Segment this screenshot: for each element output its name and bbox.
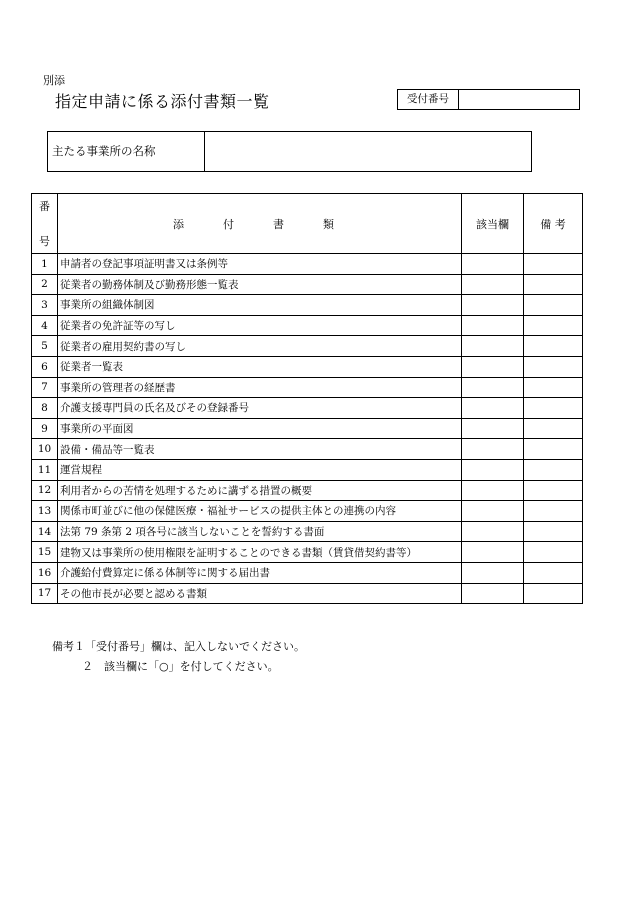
row-number: 10	[32, 439, 58, 460]
header-number-bottom: 号	[39, 235, 50, 248]
table-row	[32, 336, 583, 357]
receipt-number-field[interactable]	[459, 90, 579, 109]
annex-label: 別添	[43, 74, 65, 87]
row-applicable-cell[interactable]	[462, 336, 524, 357]
row-applicable-cell[interactable]	[462, 418, 524, 439]
header-applicable: 該当欄	[462, 194, 524, 254]
row-document: 従業者の免許証等の写し	[58, 315, 462, 336]
row-applicable-cell[interactable]	[462, 501, 524, 522]
attachment-documents-table	[31, 193, 583, 604]
office-name-box	[47, 131, 532, 172]
row-applicable-cell[interactable]	[462, 562, 524, 583]
row-remarks-cell[interactable]	[524, 562, 583, 583]
row-applicable-cell[interactable]	[462, 542, 524, 563]
row-number: 9	[32, 418, 58, 439]
row-applicable-cell[interactable]	[462, 254, 524, 275]
table-row	[32, 356, 583, 377]
page-title: 指定申請に係る添付書類一覧	[55, 92, 270, 111]
header-remarks: 備 考	[524, 194, 583, 254]
note-2: ２ 該当欄に「○」を付してください。	[82, 660, 279, 673]
row-applicable-cell[interactable]	[462, 521, 524, 542]
row-document: 従業者の勤務体制及び勤務形態一覧表	[58, 274, 462, 295]
row-remarks-cell[interactable]	[524, 274, 583, 295]
row-number: 12	[32, 480, 58, 501]
row-document: 従業者一覧表	[58, 356, 462, 377]
table-row	[32, 459, 583, 480]
row-document: 事業所の管理者の経歴書	[58, 377, 462, 398]
notes	[52, 637, 305, 677]
row-number: 13	[32, 501, 58, 522]
table-row	[32, 583, 583, 604]
row-document: 関係市町並びに他の保健医療・福祉サービスの提供主体との連携の内容	[58, 501, 462, 522]
row-applicable-cell[interactable]	[462, 295, 524, 316]
row-remarks-cell[interactable]	[524, 480, 583, 501]
table-row	[32, 377, 583, 398]
row-number: 3	[32, 295, 58, 316]
row-number: 17	[32, 583, 58, 604]
table-row	[32, 274, 583, 295]
office-name-field[interactable]	[205, 132, 531, 171]
row-number: 14	[32, 521, 58, 542]
table-row	[32, 562, 583, 583]
row-remarks-cell[interactable]	[524, 398, 583, 419]
table-row	[32, 501, 583, 522]
table-header-row	[32, 194, 583, 254]
receipt-number-label: 受付番号	[398, 90, 459, 109]
row-applicable-cell[interactable]	[462, 480, 524, 501]
row-number: 1	[32, 254, 58, 275]
row-remarks-cell[interactable]	[524, 439, 583, 460]
row-remarks-cell[interactable]	[524, 336, 583, 357]
table-row	[32, 295, 583, 316]
row-document: その他市長が必要と認める書類	[58, 583, 462, 604]
table-row	[32, 315, 583, 336]
row-applicable-cell[interactable]	[462, 377, 524, 398]
row-document: 介護給付費算定に係る体制等に関する届出書	[58, 562, 462, 583]
office-name-label: 主たる事業所の名称	[48, 132, 205, 171]
row-number: 7	[32, 377, 58, 398]
row-number: 6	[32, 356, 58, 377]
row-number: 15	[32, 542, 58, 563]
header-number-top: 番	[39, 200, 50, 213]
row-document: 設備・備品等一覧表	[58, 439, 462, 460]
row-remarks-cell[interactable]	[524, 356, 583, 377]
row-document: 従業者の雇用契約書の写し	[58, 336, 462, 357]
row-remarks-cell[interactable]	[524, 501, 583, 522]
row-number: 16	[32, 562, 58, 583]
receipt-number-box	[397, 89, 580, 110]
table-body	[32, 254, 583, 604]
row-remarks-cell[interactable]	[524, 583, 583, 604]
row-remarks-cell[interactable]	[524, 418, 583, 439]
table-row	[32, 439, 583, 460]
table-row	[32, 398, 583, 419]
row-remarks-cell[interactable]	[524, 521, 583, 542]
row-number: 4	[32, 315, 58, 336]
row-document: 法第 79 条第 2 項各号に該当しないことを誓約する書面	[58, 521, 462, 542]
row-document: 申請者の登記事項証明書又は条例等	[58, 254, 462, 275]
table-row	[32, 542, 583, 563]
row-applicable-cell[interactable]	[462, 356, 524, 377]
row-document: 利用者からの苦情を処理するために講ずる措置の概要	[58, 480, 462, 501]
header-number	[32, 194, 58, 254]
table-row	[32, 254, 583, 275]
note-1: 備考１「受付番号」欄は、記入しないでください。	[52, 640, 305, 653]
row-document: 介護支援専門員の氏名及びその登録番号	[58, 398, 462, 419]
row-number: 5	[32, 336, 58, 357]
row-remarks-cell[interactable]	[524, 459, 583, 480]
row-document: 建物又は事業所の使用権限を証明することのできる書類（賃貸借契約書等）	[58, 542, 462, 563]
row-remarks-cell[interactable]	[524, 377, 583, 398]
row-remarks-cell[interactable]	[524, 542, 583, 563]
row-remarks-cell[interactable]	[524, 315, 583, 336]
row-applicable-cell[interactable]	[462, 274, 524, 295]
table-row	[32, 418, 583, 439]
row-number: 8	[32, 398, 58, 419]
row-applicable-cell[interactable]	[462, 459, 524, 480]
row-document: 事業所の組織体制図	[58, 295, 462, 316]
row-applicable-cell[interactable]	[462, 439, 524, 460]
row-applicable-cell[interactable]	[462, 315, 524, 336]
table-row	[32, 480, 583, 501]
row-number: 11	[32, 459, 58, 480]
header-documents: 添 付 書 類	[58, 194, 462, 254]
row-applicable-cell[interactable]	[462, 583, 524, 604]
table-row	[32, 521, 583, 542]
row-document: 運営規程	[58, 459, 462, 480]
row-number: 2	[32, 274, 58, 295]
row-document: 事業所の平面図	[58, 418, 462, 439]
row-remarks-cell[interactable]	[524, 254, 583, 275]
row-applicable-cell[interactable]	[462, 398, 524, 419]
row-remarks-cell[interactable]	[524, 295, 583, 316]
